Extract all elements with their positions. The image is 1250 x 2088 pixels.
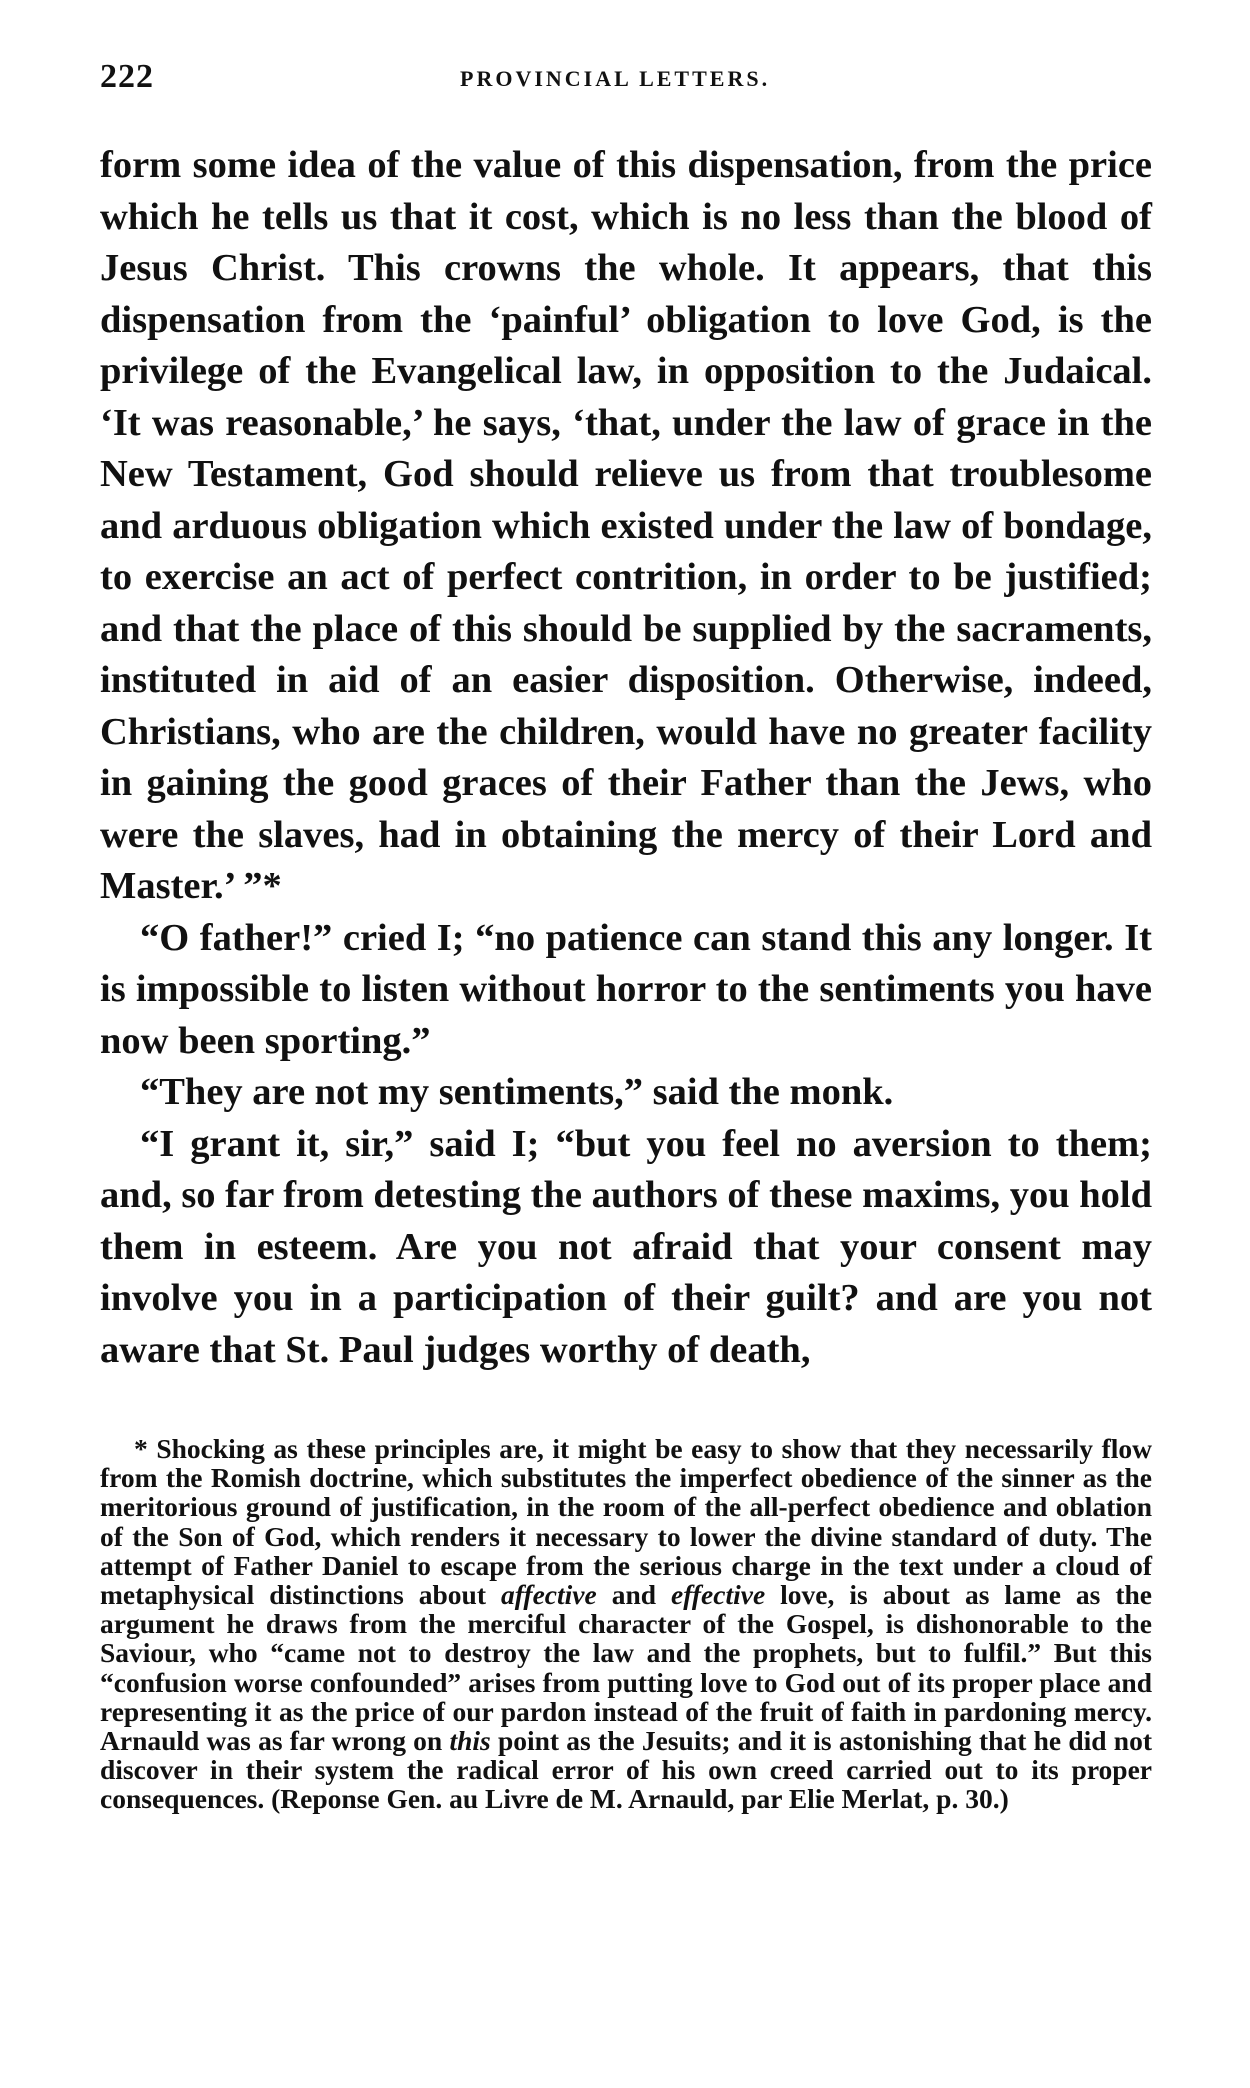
footnote-italic-this: this [449,1725,491,1757]
footnote-part-2: and [596,1579,672,1611]
paragraph-dialogue-3: “I grant it, sir,” said I; “but you feel no aversion to them; and, so far from detesting the authors of these maxims, you hold them in esteem. Are you not afraid that your consent may involve you in a participation of their guilt? and are you not aware that St. Paul judges worthy of death, [100,1122,1153,1371]
footnote-italic-effective: effective [671,1579,766,1611]
page-header [100,58,1152,110]
main-text [100,140,1152,1376]
paragraph-dialogue-1: “O father!” cried I; “no patience can stand this any longer. It is impossible to listen without horror to the sentiments you have now been sporting.” [100,916,1152,1062]
footnote-text [100,1434,1152,1814]
running-title: PROVINCIAL LETTERS. [460,66,771,91]
page-number: 222 [100,58,154,95]
paragraph-dialogue-2: “They are not my sentiments,” said the monk. [140,1071,894,1113]
paragraph-continued: form some idea of the value of this dispensation, from the price which he tells us that it cost, which is no less than the blood of Jesus Christ. This crowns the whole. It appears, that this dispensation from the ‘painful’ obligation to love God, is the privilege of the Evangelical law, in opposition to the Judaical. ‘It was reasonable,’ he says, ‘that, under the law of grace in the New Testament, God should relieve us from that troublesome and arduous obligation which existed under the law of bondage, to exercise an act of perfect contrition, in order to be justified; and that the place of this should be supplied by the sacraments, instituted in aid of an easier disposition. Otherwise, indeed, Christians, who are the children, would have no greater facility in gaining the good graces of their Father than the Jews, who were the slaves, had in obtaining the mercy of their Lord and Master.’ ”* [100,144,1152,907]
footnote-italic-affective: affective [501,1579,597,1611]
footnote [100,1434,1152,1814]
footnote-part-4: point as the Jesuits; and it is astonishing that he did not discover in their system the radical error of his own creed carried out to its proper consequences. (Reponse Gen. au Livre de M. Arnauld, par Elie Merlat, p. 30.) [100,1725,1152,1815]
footnote-part-1: * Shocking as these principles are, it might be easy to show that they necessarily flow from the Romish doctrine, which substitutes the imperfect obedience of the sinner as the meritorious ground of justification, in the room of the all-perfect obedience and oblation of the Son of God, which renders it necessary to lower the divine standard of duty. The attempt of Father Daniel to escape from the serious charge in the text under a cloud of metaphysical distinctions about [100,1433,1152,1611]
footnote-part-3: love, is about as lame as the argument he draws from the merciful character of the Gospel, is dishonorable to the Saviour, who “came not to destroy the law and the prophets, but to fulfil.” But this “confusion worse confounded” arises from putting love to God out of its proper place and representing it as the price of our pardon instead of the fruit of faith in pardoning mercy. Arnauld was as far wrong on [100,1579,1153,1757]
book-page [100,58,1152,1814]
